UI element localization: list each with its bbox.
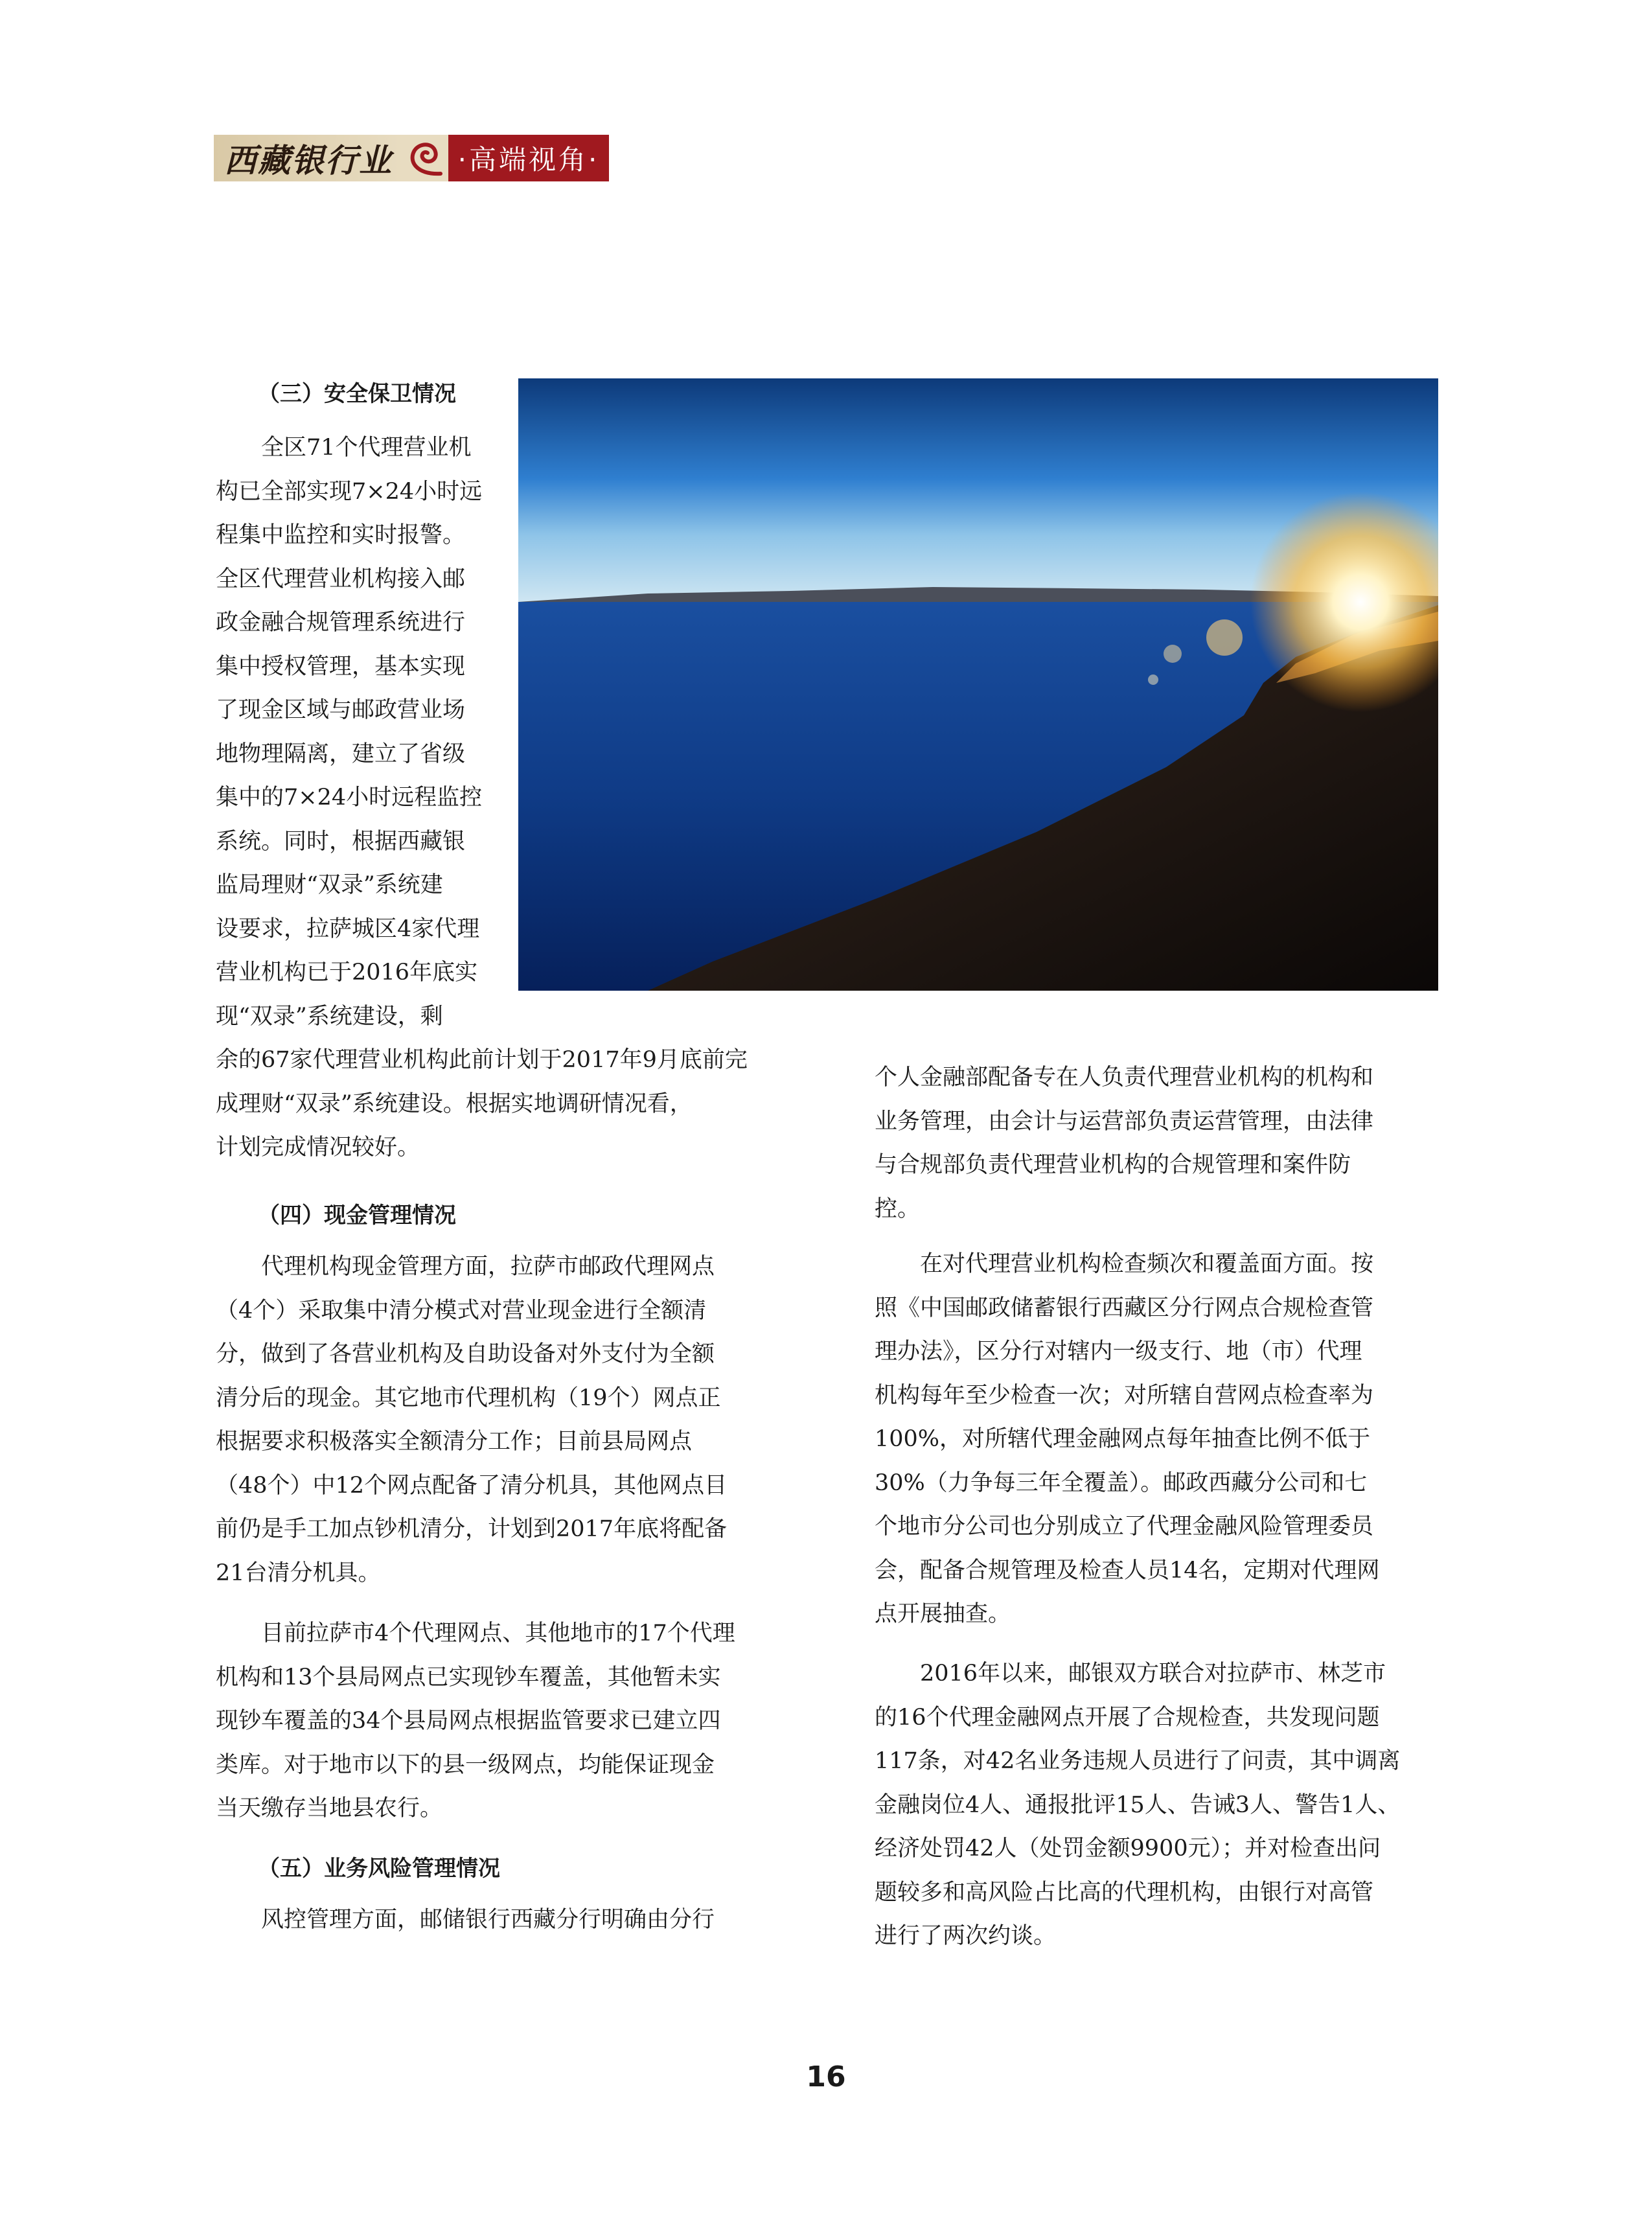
text-line: 了现金区域与邮政营业场 [216,697,466,723]
section-label: ·高端视角· [448,135,609,181]
text-line: 代理机构现金管理方面，拉萨市邮政代理网点 [261,1254,715,1280]
cash-paragraph-1 [216,1245,786,1595]
text-line: 2016年以来，邮银双方联合对拉萨市、林芝市 [920,1661,1386,1687]
page-number: 16 [806,2060,846,2093]
text-line: 题较多和高风险占比高的代理机构，由银行对高管 [875,1879,1374,1906]
text-line: 根据要求积极落实全额清分工作；目前县局网点 [216,1429,693,1455]
text-line: 进行了两次约谈。 [875,1923,1057,1949]
text-line: 与合规部负责代理营业机构的合规管理和案件防 [875,1152,1351,1178]
scroll-ornament-icon [403,135,448,181]
text-line: 经济处罚42人（处罚金额9900元）；并对检查出问 [875,1836,1381,1862]
right-paragraph-1 [875,1056,1445,1231]
text-line: 地物理隔离，建立了省级 [216,741,466,767]
text-line: 点开展抽查。 [875,1601,1011,1627]
text-line: 控。 [875,1195,921,1222]
section-heading-cash: （四）现金管理情况 [258,1203,456,1228]
text-line: 全区71个代理营业机 [261,435,472,461]
security-paragraph [216,426,748,1170]
text-line: 目前拉萨市4个代理网点、其他地市的17个代理 [261,1620,735,1646]
text-line: 政金融合规管理系统进行 [216,610,466,636]
lake-sunset-photo [518,378,1438,991]
text-line: 100%，对所辖代理金融网点每年抽查比例不低于 [875,1426,1371,1452]
text-line: 类库。对于地市以下的县一级网点，均能保证现金 [216,1751,715,1778]
text-line: 风控管理方面，邮储银行西藏分行明确由分行 [261,1907,715,1933]
header-logo [214,135,609,181]
text-line: 会，配备合规管理及检查人员14名，定期对代理网 [875,1557,1380,1584]
text-line: 在对代理营业机构检查频次和覆盖面方面。按 [920,1251,1374,1277]
text-line: 的16个代理金融网点开展了合规检查，共发现问题 [875,1704,1380,1731]
text-line: 分，做到了各营业机构及自助设备对外支付为全额 [216,1341,715,1367]
text-line: 成理财“双录”系统建设。根据实地调研情况看， [216,1090,693,1117]
text-line: 清分后的现金。其它地市代理机构（19个）网点正 [216,1385,721,1411]
text-line: 集中的7×24小时远程监控 [216,785,483,811]
text-line: 现“双录”系统建设，剩 [216,1003,443,1030]
text-line: 117条，对42名业务违规人员进行了问责，其中调离 [875,1748,1401,1774]
text-line: 全区代理营业机构接入邮 [216,566,466,592]
text-line: 理办法》，区分行对辖内一级支行、地（市）代理 [875,1339,1362,1365]
text-line: 现钞车覆盖的34个县局网点根据监管要求已建立四 [216,1708,721,1734]
text-line: 系统。同时，根据西藏银 [216,828,466,855]
publication-name: 西藏银行业 [214,135,403,181]
text-line: 余的67家代理营业机构此前计划于2017年9月底前完 [216,1047,748,1073]
right-paragraph-2 [875,1243,1445,1637]
text-line: 30%（力争每三年全覆盖）。邮政西藏分公司和七 [875,1470,1368,1496]
section-heading-security: （三）安全保卫情况 [258,381,456,407]
text-line: 集中授权管理，基本实现 [216,653,466,680]
text-line: 程集中监控和实时报警。 [216,522,466,548]
text-line: 金融岗位4人、通报批评15人、告诫3人、警告1人、 [875,1792,1401,1818]
text-line: 当天缴存当地县农行。 [216,1795,443,1821]
section-heading-risk: （五）业务风险管理情况 [258,1856,500,1882]
text-line: 照《中国邮政储蓄银行西藏区分行网点合规检查管 [875,1295,1374,1321]
text-line: 前仍是手工加点钞机清分，计划到2017年底将配备 [216,1516,728,1542]
text-line: 业务管理，由会计与运营部负责运营管理，由法律 [875,1108,1374,1135]
text-line: 设要求，拉萨城区4家代理 [216,916,480,942]
right-paragraph-3 [875,1652,1445,1959]
text-line: （48个）中12个网点配备了清分机具，其他网点目 [216,1472,728,1499]
text-line: 监局理财“双录”系统建 [216,872,443,898]
text-line: 21台清分机具。 [216,1560,381,1586]
cash-paragraph-2 [216,1612,786,1831]
text-line: 计划完成情况较好。 [216,1135,420,1160]
text-line: 个人金融部配备专在人负责代理营业机构的机构和 [875,1065,1374,1090]
text-line: 个地市分公司也分别成立了代理金融风险管理委员 [875,1514,1374,1539]
text-line: 机构和13个县局网点已实现钞车覆盖，其他暂未实 [216,1664,721,1690]
risk-paragraph [216,1898,786,1943]
text-line: 机构每年至少检查一次；对所辖自营网点检查率为 [875,1382,1374,1409]
text-line: 构已全部实现7×24小时远 [216,478,483,505]
text-line: （4个）采取集中清分模式对营业现金进行全额清 [216,1297,707,1324]
text-line: 营业机构已于2016年底实 [216,960,478,986]
